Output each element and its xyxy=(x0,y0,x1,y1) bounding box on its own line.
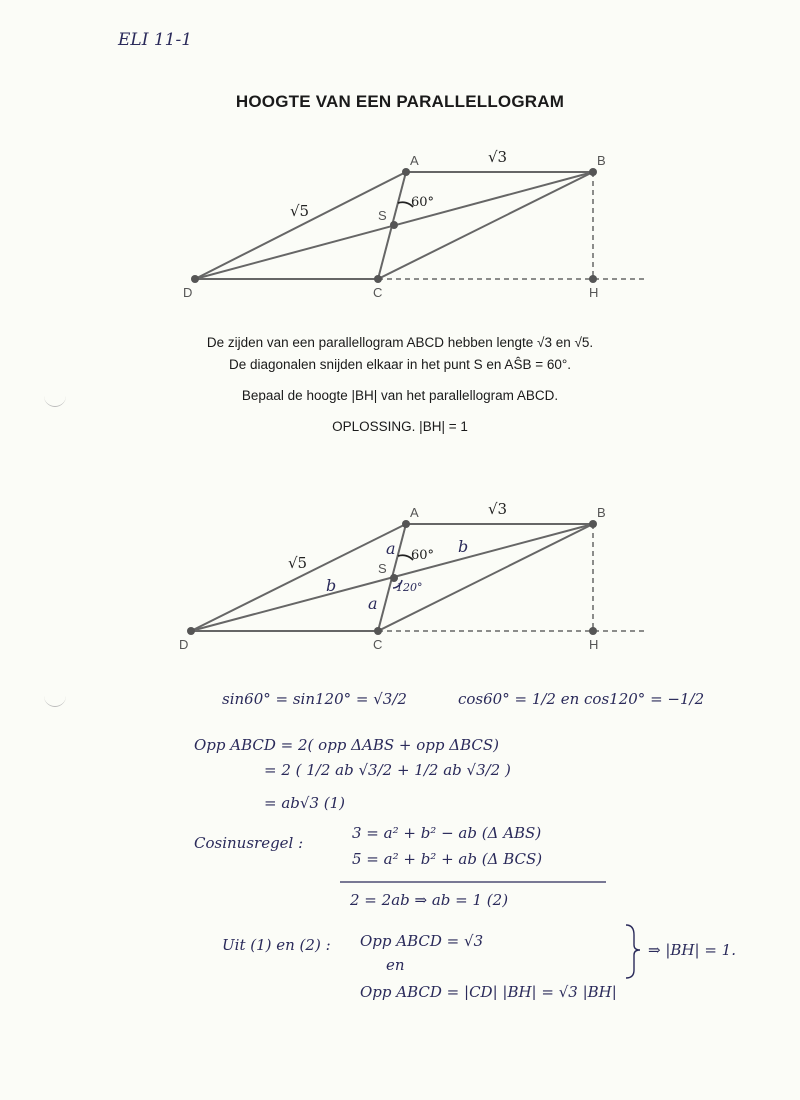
point-label-c: C xyxy=(373,637,383,652)
work-conclusion-title: Uit (1) en (2) : xyxy=(222,936,331,954)
work-cosine-eq-1: 3 = a² + b² − ab (Δ ABS) xyxy=(352,824,542,842)
segment-label-b-right: b xyxy=(458,537,469,556)
point-label-a: A xyxy=(410,505,419,520)
work-area-line-2: = 2 ( 1/2 ab √3/2 + 1/2 ab √3/2 ) xyxy=(264,761,511,779)
parallelogram-figure-1 xyxy=(0,140,800,310)
point-label-h: H xyxy=(589,285,599,300)
segment-label-b-left: b xyxy=(326,576,337,595)
angle-label-120: 120° xyxy=(396,581,423,594)
handwritten-working xyxy=(0,670,800,1000)
work-conclusion-line-1: Opp ABCD = √3 xyxy=(360,932,484,950)
work-area-line-1: Opp ABCD = 2( opp ΔABS + opp ΔBCS) xyxy=(194,736,499,754)
work-sin-line: sin60° = sin120° = √3/2 xyxy=(222,690,407,708)
point-label-h: H xyxy=(589,637,599,652)
work-cosine-eq-2: 5 = a² + b² + ab (Δ BCS) xyxy=(352,850,543,868)
point-label-b: B xyxy=(597,153,606,168)
point-label-s: S xyxy=(378,208,387,223)
work-cosine-rule-title: Cosinusregel : xyxy=(194,834,304,852)
problem-line-1: De zijden van een parallellogram ABCD hebben lengte √3 en √5. xyxy=(206,335,594,350)
work-difference-line: 2 = 2ab ⇒ ab = 1 (2) xyxy=(350,891,509,909)
problem-question: Bepaal de hoogte |BH| van het parallellogram ABCD. xyxy=(241,388,559,403)
side-label-left: √5 xyxy=(290,202,310,220)
handwritten-reference: ELI 11-1 xyxy=(118,30,193,50)
point-label-c: C xyxy=(373,285,383,300)
side-label-top: √3 xyxy=(488,148,508,166)
side-label-top: √3 xyxy=(488,500,508,518)
angle-label: 60° xyxy=(411,195,435,210)
point-label-d: D xyxy=(179,637,189,652)
work-area-line-3: = ab√3 (1) xyxy=(264,794,345,812)
segment-label-a-upper: a xyxy=(386,539,396,558)
work-conclusion-line-2: Opp ABCD = |CD| |BH| = √3 |BH| xyxy=(360,983,617,1000)
angle-label: 60° xyxy=(411,548,435,563)
point-label-b: B xyxy=(597,505,606,520)
problem-line-2: De diagonalen snijden elkaar in het punt S en AŜB = 60°. xyxy=(228,357,571,372)
side-label-left: √5 xyxy=(288,554,308,572)
work-cos-line: cos60° = 1/2 en cos120° = −1/2 xyxy=(458,690,705,708)
point-label-d: D xyxy=(183,285,193,300)
work-conclusion-en: en xyxy=(386,956,405,974)
point-label-a: A xyxy=(410,153,419,168)
solution-line: OPLOSSING. |BH| = 1 xyxy=(332,419,468,434)
segment-label-a-lower: a xyxy=(368,594,378,613)
point-label-s: S xyxy=(378,561,387,576)
work-final-result: ⇒ |BH| = 1. xyxy=(648,941,736,959)
page-title: HOOGTE VAN EEN PARALLELLOGRAM xyxy=(235,92,565,111)
parallelogram-figure-2 xyxy=(0,495,800,660)
